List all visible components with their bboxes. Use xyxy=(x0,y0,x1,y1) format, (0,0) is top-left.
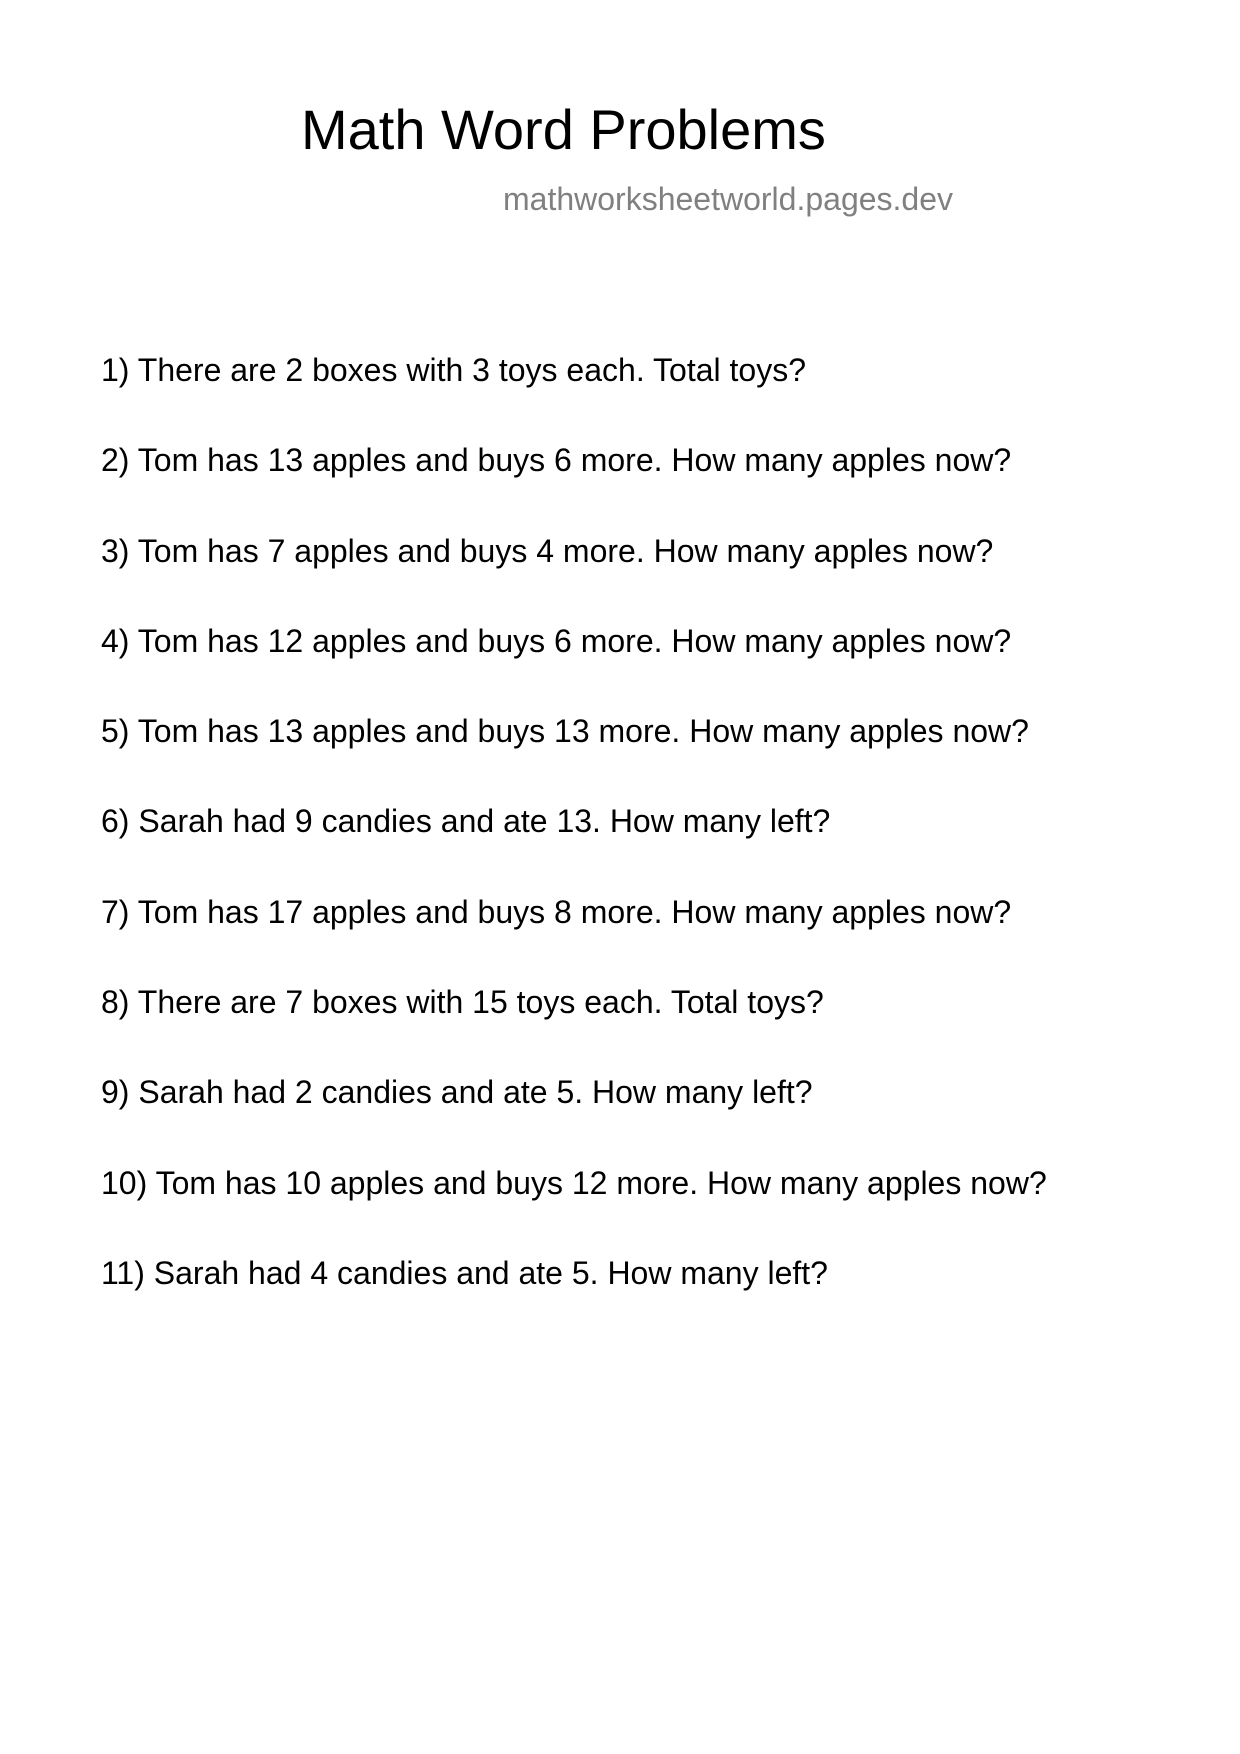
source-url: mathworksheetworld.pages.dev xyxy=(503,181,954,217)
page-title: Math Word Problems xyxy=(301,98,826,161)
problem-item: 4) Tom has 12 apples and buys 6 more. How many apples now? xyxy=(101,622,1012,659)
problem-item: 3) Tom has 7 apples and buys 4 more. How many apples now? xyxy=(101,532,994,569)
problem-item: 5) Tom has 13 apples and buys 13 more. How many apples now? xyxy=(101,713,1029,750)
problem-item: 10) Tom has 10 apples and buys 12 more. How many apples now? xyxy=(101,1164,1047,1201)
problem-list xyxy=(101,350,1047,1343)
problem-item: 7) Tom has 17 apples and buys 8 more. How many apples now? xyxy=(101,893,1012,930)
problem-item: 9) Sarah had 2 candies and ate 5. How many left? xyxy=(101,1074,813,1111)
problem-item: 6) Sarah had 9 candies and ate 13. How many left? xyxy=(101,803,831,840)
problem-item: 8) There are 7 boxes with 15 toys each. Total toys? xyxy=(101,984,824,1021)
problem-item: 11) Sarah had 4 candies and ate 5. How many left? xyxy=(101,1254,828,1291)
problem-item: 1) There are 2 boxes with 3 toys each. Total toys? xyxy=(101,352,806,388)
problem-item: 2) Tom has 13 apples and buys 6 more. How many apples now? xyxy=(101,442,1012,479)
